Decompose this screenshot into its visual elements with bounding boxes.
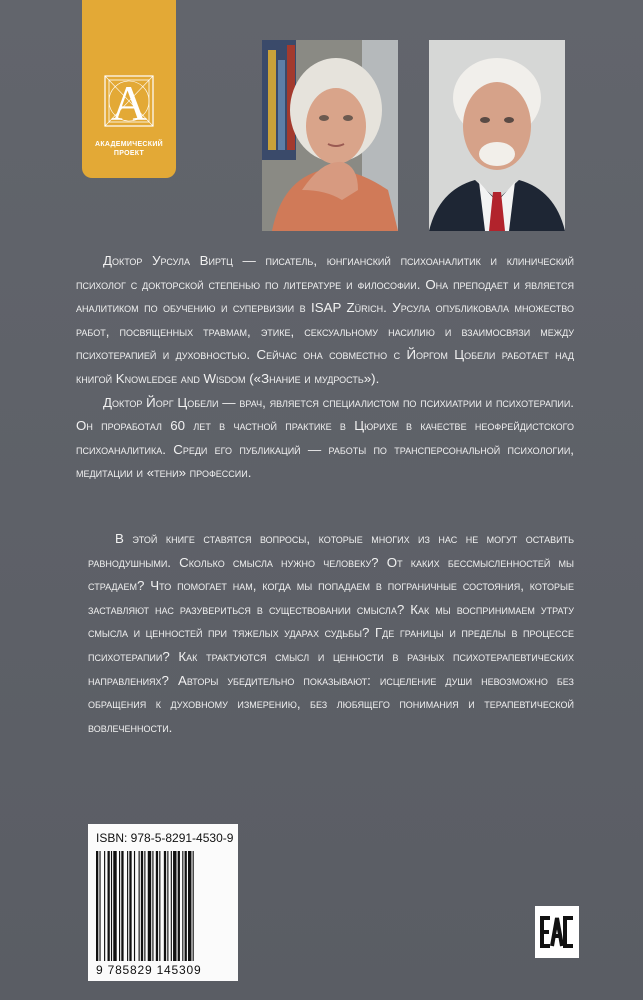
- publisher-name: АКАДЕМИЧЕСКИЙ ПРОЕКТ: [94, 141, 164, 157]
- svg-text:А: А: [110, 75, 148, 131]
- description-paragraph: В этой книге ставятся вопросы, которые многих из нас не могут оставить равнодушными. Сколько смысла нужно человеку? От каких бессмысленностей мы страдаем? Что помогает нам, когда мы попадаем в пограничные состояния, которые заставляют нас разувериться в существовании смысла? Как мы воспринимаем утрату смысла и ценностей при тяжелых ударах судьбы? Где границы и пределы в процессе психотерапии? Как трактуются смысл и ценности в разных психотерапевтических направлениях? Авторы убедительно показывают: исцеление души невозможно без обращения к духовному измерению, без любящего понимания и терапевтической вовлеченности.: [88, 531, 574, 735]
- author-photo-jorg-zobeli: [429, 40, 565, 231]
- eac-icon: [539, 912, 575, 952]
- authors-bio: [76, 249, 574, 485]
- barcode-number: 9 785829 145309: [96, 963, 202, 977]
- bio-ursula-wirtz: Доктор Урсула Виртц — писатель, юнгианский психоаналитик и клинический психолог с докторской степенью по литературе и философии. Она преподает и является аналитиком по обучению и супервизии в ISAP Zürich. Урсула опубликовала множество работ, посвященных травмам, этике, сексуальному насилию и взаимосвязи между психотерапией и духовностью. Сейчас она совместно с Йоргом Цобели работает над книгой Knowledge and Wisdom («Знание и мудрость»).: [76, 253, 574, 386]
- book-description: [88, 527, 574, 739]
- author-photo-ursula-wirtz: [262, 40, 398, 231]
- eac-certification-mark: [535, 906, 579, 958]
- barcode-icon: [96, 851, 232, 961]
- bio-jorg-zobeli: Доктор Йорг Цобели — врач, является специалистом по психиатрии и психотерапии. Он проработал 60 лет в частной практике в Цюрихе в качестве неофрейдистского психоаналитика. Среди его публикаций — работы по трансперсональной психологии, медитации и «тени» профессии.: [76, 394, 574, 481]
- publisher-logo: [82, 0, 176, 178]
- isbn-label: ISBN: 978-5-8291-4530-9: [96, 831, 234, 845]
- academic-letter-a-icon: [99, 62, 159, 134]
- isbn-barcode-block: [88, 824, 238, 981]
